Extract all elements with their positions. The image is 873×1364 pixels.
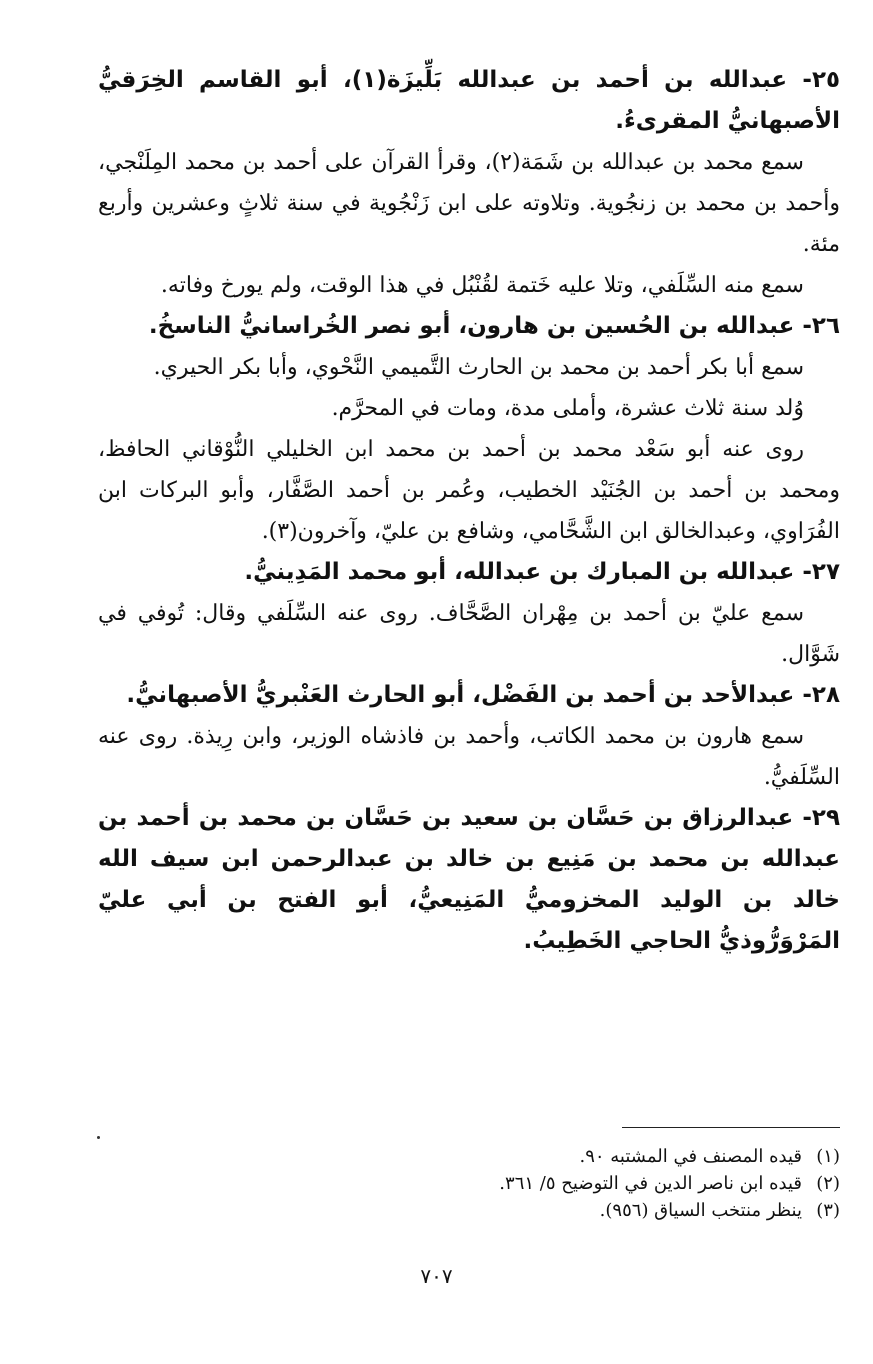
scan-speck: [97, 1136, 100, 1139]
biography-entry-25-heading: ٢٥- عبدالله بن أحمد بن عبدالله بَلِّيزَة(١)، أبو القاسم الخِرَقيُّ الأصبهانيُّ المقرىءُ.: [98, 67, 841, 134]
biography-entry-26-paragraph-1: سمع أبا بكر أحمد بن محمد بن الحارث التَّميمي النَّحْوي، وأبا بكر الحيري.: [153, 355, 804, 380]
footnote-separator: [622, 1127, 840, 1128]
biography-entry-25-paragraph-2: سمع منه السِّلَفي، وتلا عليه خَتمة لقُنْبُل في هذا الوقت، ولم يورخ وفاته.: [160, 273, 804, 298]
page-number: ٧٠٧: [420, 1264, 453, 1288]
biography-entry-26-paragraph-3: روى عنه أبو سَعْد محمد بن أحمد بن محمد ابن الخليلي النُّوْقاني الحافظ، ومحمد بن أحمد بن الجُنَيْد الخطيب، وعُمر بن أحمد الصَّفَّار، وأبو البركات ابن الفُرَاوي، وعبدالخالق ابن الشَّحَّامي، وشافع بن عليّ، وآخرون(٣).: [98, 437, 840, 544]
footnote-text: قيده المصنف في المشتبه ٩٠.: [579, 1146, 802, 1167]
biography-entry-26-heading: ٢٦- عبدالله بن الحُسين بن هارون، أبو نصر الخُراسانيُّ الناسخُ.: [148, 313, 840, 339]
biography-entry-26-paragraph-2: وُلد سنة ثلاث عشرة، وأملى مدة، ومات في المحرَّم.: [331, 396, 804, 421]
footnote-number: (٢): [816, 1173, 840, 1194]
biography-entry-29-heading: ٢٩- عبدالرزاق بن حَسَّان بن سعيد بن حَسَّان بن محمد بن أحمد بن عبدالله بن محمد بن مَنِيع بن خالد بن عبدالرحمن ابن سيف الله خالد بن الوليد المخزوميُّ المَنِيعيُّ، أبو الفتح بن أبي عليّ المَرْوَرُّوذيُّ الحاجي الخَطِيبُ.: [98, 805, 840, 954]
footnote-item: [98, 1143, 840, 1170]
biography-entry-28-paragraph-1: سمع هارون بن محمد الكاتب، وأحمد بن فاذشاه الوزير، وابن رِيذة. روى عنه السِّلَفيُّ.: [98, 724, 840, 790]
footnote-text: قيده ابن ناصر الدين في التوضيح ٥/ ٣٦١.: [499, 1173, 802, 1194]
footnote-text: ينظر منتخب السياق (٩٥٦).: [599, 1200, 802, 1221]
biography-entry-27-heading: ٢٧- عبدالله بن المبارك بن عبدالله، أبو محمد المَدِينيُّ.: [244, 559, 840, 585]
biography-entry-28-heading: ٢٨- عبدالأحد بن أحمد بن الفَضْل، أبو الحارث العَنْبريُّ الأصبهانيُّ.: [126, 682, 840, 708]
footnote-number: (٣): [816, 1200, 840, 1221]
footnote-item: [98, 1170, 840, 1197]
main-text: [98, 60, 840, 962]
biography-entry-27-paragraph-1: سمع عليّ بن أحمد بن مِهْران الصَّحَّاف. روى عنه السِّلَفي وقال: تُوفي في شَوَّال.: [98, 601, 840, 667]
footnote-number: (١): [816, 1146, 840, 1167]
biography-entry-25-paragraph-1: سمع محمد بن عبدالله بن شَمَة(٢)، وقرأ القرآن على أحمد بن محمد المِلَنْجي، وأحمد بن محمد بن زنجُوية. وتلاوته على ابن زَنْجُوية في سنة ثلاثٍ وعشرين وأربع مئة.: [98, 150, 840, 257]
footnote-item: [98, 1197, 840, 1224]
